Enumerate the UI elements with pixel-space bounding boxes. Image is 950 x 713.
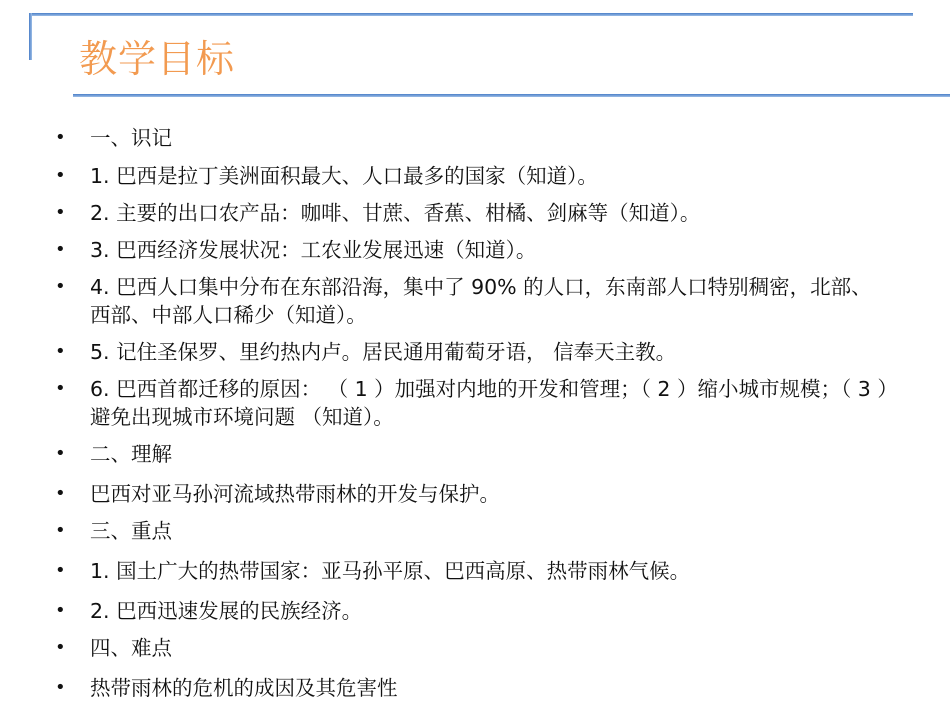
list-item xyxy=(52,557,912,585)
bullet-icon: • xyxy=(55,276,66,297)
bullet-icon: • xyxy=(55,341,66,362)
list-item xyxy=(52,440,912,468)
bullet-icon: • xyxy=(55,560,66,581)
list-item xyxy=(52,199,912,227)
list-item xyxy=(52,273,912,329)
bullet-icon: • xyxy=(55,202,66,223)
list-item xyxy=(52,517,912,545)
slide-title: 教学目标 xyxy=(79,37,236,81)
objectives-list xyxy=(52,124,912,702)
bullet-icon: • xyxy=(55,127,66,148)
bullet-icon: • xyxy=(55,600,66,621)
list-item-text: 2. 主要的出口农产品：咖啡、甘蔗、香蕉、柑橘、剑麻等（知道）。 xyxy=(90,201,701,225)
list-item xyxy=(52,634,912,662)
bullet-icon: • xyxy=(55,239,66,260)
bullet-icon: • xyxy=(55,443,66,464)
list-item xyxy=(52,674,912,702)
list-item-text: 热带雨林的危机的成因及其危害性 xyxy=(90,676,398,700)
list-item-text: 1. 巴西是拉丁美洲面积最大、人口最多的国家（知道）。 xyxy=(90,164,598,188)
bullet-icon: • xyxy=(55,165,66,186)
list-item-text: 4. 巴西人口集中分布在东部沿海，集中了 90% 的人口，东南部人口特别稠密，北部、西部、中部人口稀少（知道）。 xyxy=(90,275,872,327)
list-item xyxy=(52,338,912,366)
list-item xyxy=(52,124,912,152)
list-item-text: 巴西对亚马孙河流域热带雨林的开发与保护。 xyxy=(90,482,500,506)
list-item-text: 1. 国土广大的热带国家：亚马孙平原、巴西高原、热带雨林气候。 xyxy=(90,559,691,583)
title-underline xyxy=(73,94,950,97)
list-item-text: 6. 巴西首都迁移的原因： （ 1 ）加强对内地的开发和管理；（ 2 ）缩小城市规模；（ 3 ）避免出现城市环境问题 （知道）。 xyxy=(90,377,888,429)
bullet-icon: • xyxy=(55,637,66,658)
list-item-text: 2. 巴西迅速发展的民族经济。 xyxy=(90,599,363,623)
list-item-text: 四、难点 xyxy=(90,636,172,660)
list-item xyxy=(52,480,912,508)
bullet-icon: • xyxy=(55,483,66,504)
list-item-text: 3. 巴西经济发展状况：工农业发展迅速（知道）。 xyxy=(90,238,537,262)
list-item xyxy=(52,375,912,431)
list-item-text: 二、理解 xyxy=(90,442,172,466)
list-item-text: 一、识记 xyxy=(90,126,172,150)
bullet-icon: • xyxy=(55,378,66,399)
top-decorative-line xyxy=(31,13,913,16)
bullet-icon: • xyxy=(55,677,66,698)
list-item xyxy=(52,162,912,190)
left-decorative-line xyxy=(29,13,32,60)
list-item-text: 5. 记住圣保罗、里约热内卢。居民通用葡萄牙语， 信奉天主教。 xyxy=(90,340,677,364)
bullet-icon: • xyxy=(55,520,66,541)
list-item xyxy=(52,597,912,625)
list-item xyxy=(52,236,912,264)
list-item-text: 三、重点 xyxy=(90,519,172,543)
